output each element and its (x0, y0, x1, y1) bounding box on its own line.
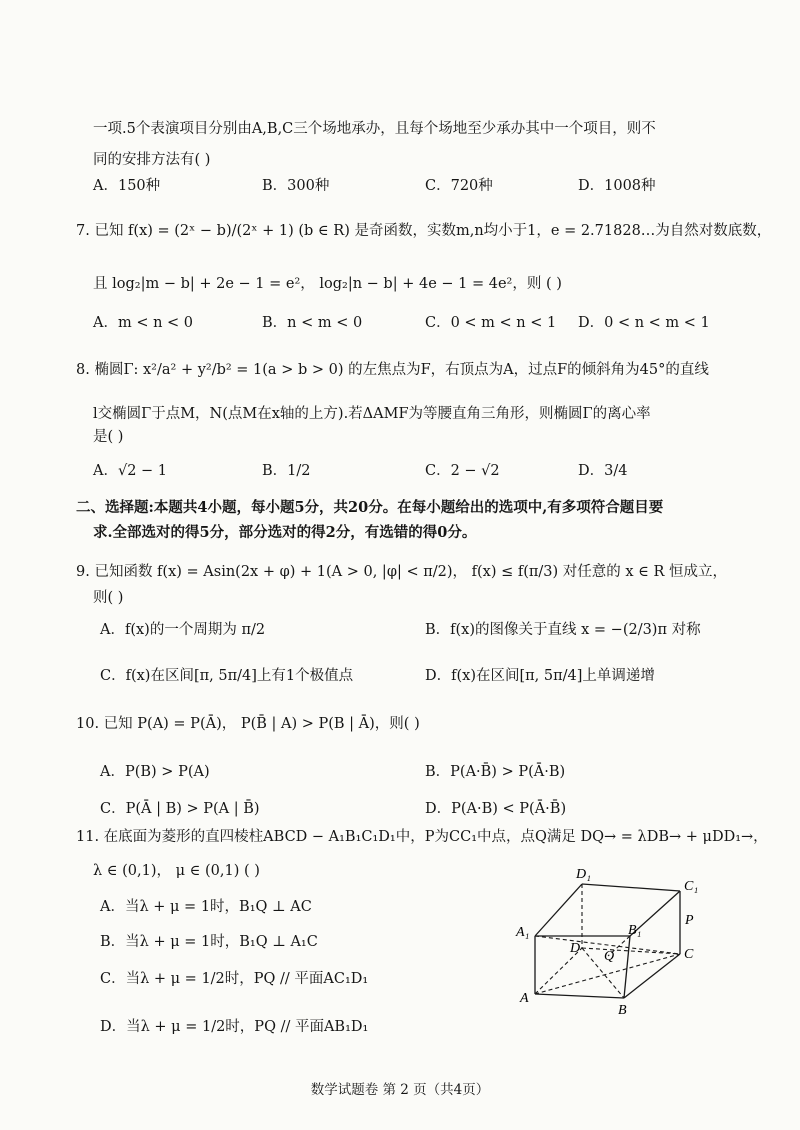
q7-option-d: D．0 < n < m < 1 (578, 315, 710, 331)
edge-a1-d1 (535, 884, 582, 936)
q10-option-b: B．P(A·B̄) > P(Ā·B) (425, 764, 566, 780)
section2-heading-line1: 二、选择题:本题共4小题，每小题5分，共20分。在每小题给出的选项中,有多项符合题目要 (76, 499, 664, 516)
page-footer: 数学试题卷 第 2 页（共4页） (310, 1082, 490, 1098)
q6-text-line2: 同的安排方法有( ) (93, 152, 211, 168)
q9-option-a: A．f(x)的一个周期为 π/2 (100, 622, 266, 638)
q9-option-c: C．f(x)在区间[π, 5π/4]上有1个极值点 (100, 668, 354, 684)
label-p: P (685, 913, 694, 928)
label-b1: B₁ (628, 923, 642, 938)
q6-option-a: A．150种 (93, 178, 161, 194)
q10-text-line1: 10. 已知 P(A) = P(Ā)， P(B̄ | A) > P(B | Ā)，则( ) (76, 716, 420, 732)
q9-option-d: D．f(x)在区间[π, 5π/4]上单调递增 (425, 668, 655, 684)
edge-b1-b (624, 936, 630, 998)
diag-d-b-hidden (582, 948, 624, 998)
q10-option-a: A．P(B) > P(A) (100, 764, 210, 780)
q8-option-c: C．2 − √2 (425, 463, 500, 479)
prism-figure (510, 866, 720, 1026)
q8-option-d: D．3/4 (578, 463, 628, 479)
edge-a-b (535, 994, 624, 998)
q11-option-b: B．当λ + μ = 1时，B₁Q ⊥ A₁C (100, 934, 318, 950)
label-q: Q (604, 949, 615, 964)
q10-option-c: C．P(Ā | B) > P(A | B̄) (100, 801, 260, 817)
label-a: A (520, 991, 529, 1006)
q11-option-c: C．当λ + μ = 1/2时，PQ // 平面AC₁D₁ (100, 971, 369, 987)
edge-d1-c1 (582, 884, 680, 891)
q8-text-line1: 8. 椭圆Γ: x²/a² + y²/b² = 1(a > b > 0) 的左焦点为F，右顶点为A，过点F的倾斜角为45°的直线 (76, 362, 709, 378)
q10-option-d: D．P(A·B) < P(Ā·B̄) (425, 801, 567, 817)
q9-option-b: B．f(x)的图像关于直线 x = −(2/3)π 对称 (425, 622, 701, 638)
q8-option-b: B．1/2 (262, 463, 311, 479)
q7-option-c: C．0 < m < n < 1 (425, 315, 557, 331)
edge-d-c-hidden (582, 948, 680, 954)
edge-b-c (624, 954, 680, 998)
q6-option-d: D．1008种 (578, 178, 656, 194)
label-d1: D₁ (576, 867, 591, 882)
q9-text-line1: 9. 已知函数 f(x) = Asin(2x + φ) + 1(A > 0, |φ| < π/2)， f(x) ≤ f(π/3) 对任意的 x ∈ R 恒成立， (76, 564, 728, 580)
q7-text-line2: 且 log₂|m − b| + 2e − 1 = e²， log₂|n − b| + 4e − 1 = 4e²，则 ( ) (93, 276, 562, 292)
label-c: C (684, 947, 694, 962)
label-c1: C₁ (684, 879, 699, 894)
q9-text-line2: 则( ) (93, 590, 124, 606)
q7-option-b: B．n < m < 0 (262, 315, 363, 331)
label-d: D (570, 941, 581, 956)
q6-option-c: C．720种 (425, 178, 493, 194)
q6-option-b: B．300种 (262, 178, 330, 194)
q11-option-d: D．当λ + μ = 1/2时，PQ // 平面AB₁D₁ (100, 1019, 369, 1035)
q8-text-line2: l交椭圆Γ于点M，N(点M在x轴的上方).若ΔAMF为等腰直角三角形，则椭圆Γ的离心率 (93, 406, 651, 422)
q7-option-a: A．m < n < 0 (93, 315, 194, 331)
q7-text-line1: 7. 已知 f(x) = (2ˣ − b)/(2ˣ + 1) (b ∈ R) 是奇函数，实数m,n均小于1，e = 2.71828…为自然对数底数， (76, 223, 772, 239)
q11-option-a: A．当λ + μ = 1时，B₁Q ⊥ AC (100, 899, 312, 915)
label-b: B (618, 1003, 627, 1018)
section2-heading-line2: 求.全部选对的得5分，部分选对的得2分，有选错的得0分。 (93, 524, 477, 541)
q11-text-line2: λ ∈ (0,1)， μ ∈ (0,1) ( ) (93, 863, 260, 879)
q6-text-line1: 一项.5个表演项目分别由A,B,C三个场地承办，且每个场地至少承办其中一个项目，则不 (93, 121, 656, 137)
q11-text-line1: 11. 在底面为菱形的直四棱柱ABCD − A₁B₁C₁D₁中，P为CC₁中点，点Q满足 DQ→ = λDB→ + μDD₁→， (76, 829, 768, 845)
label-a1: A₁ (516, 925, 530, 940)
q8-option-a: A．√2 − 1 (93, 463, 168, 479)
q8-text-line3: 是( ) (93, 429, 124, 445)
